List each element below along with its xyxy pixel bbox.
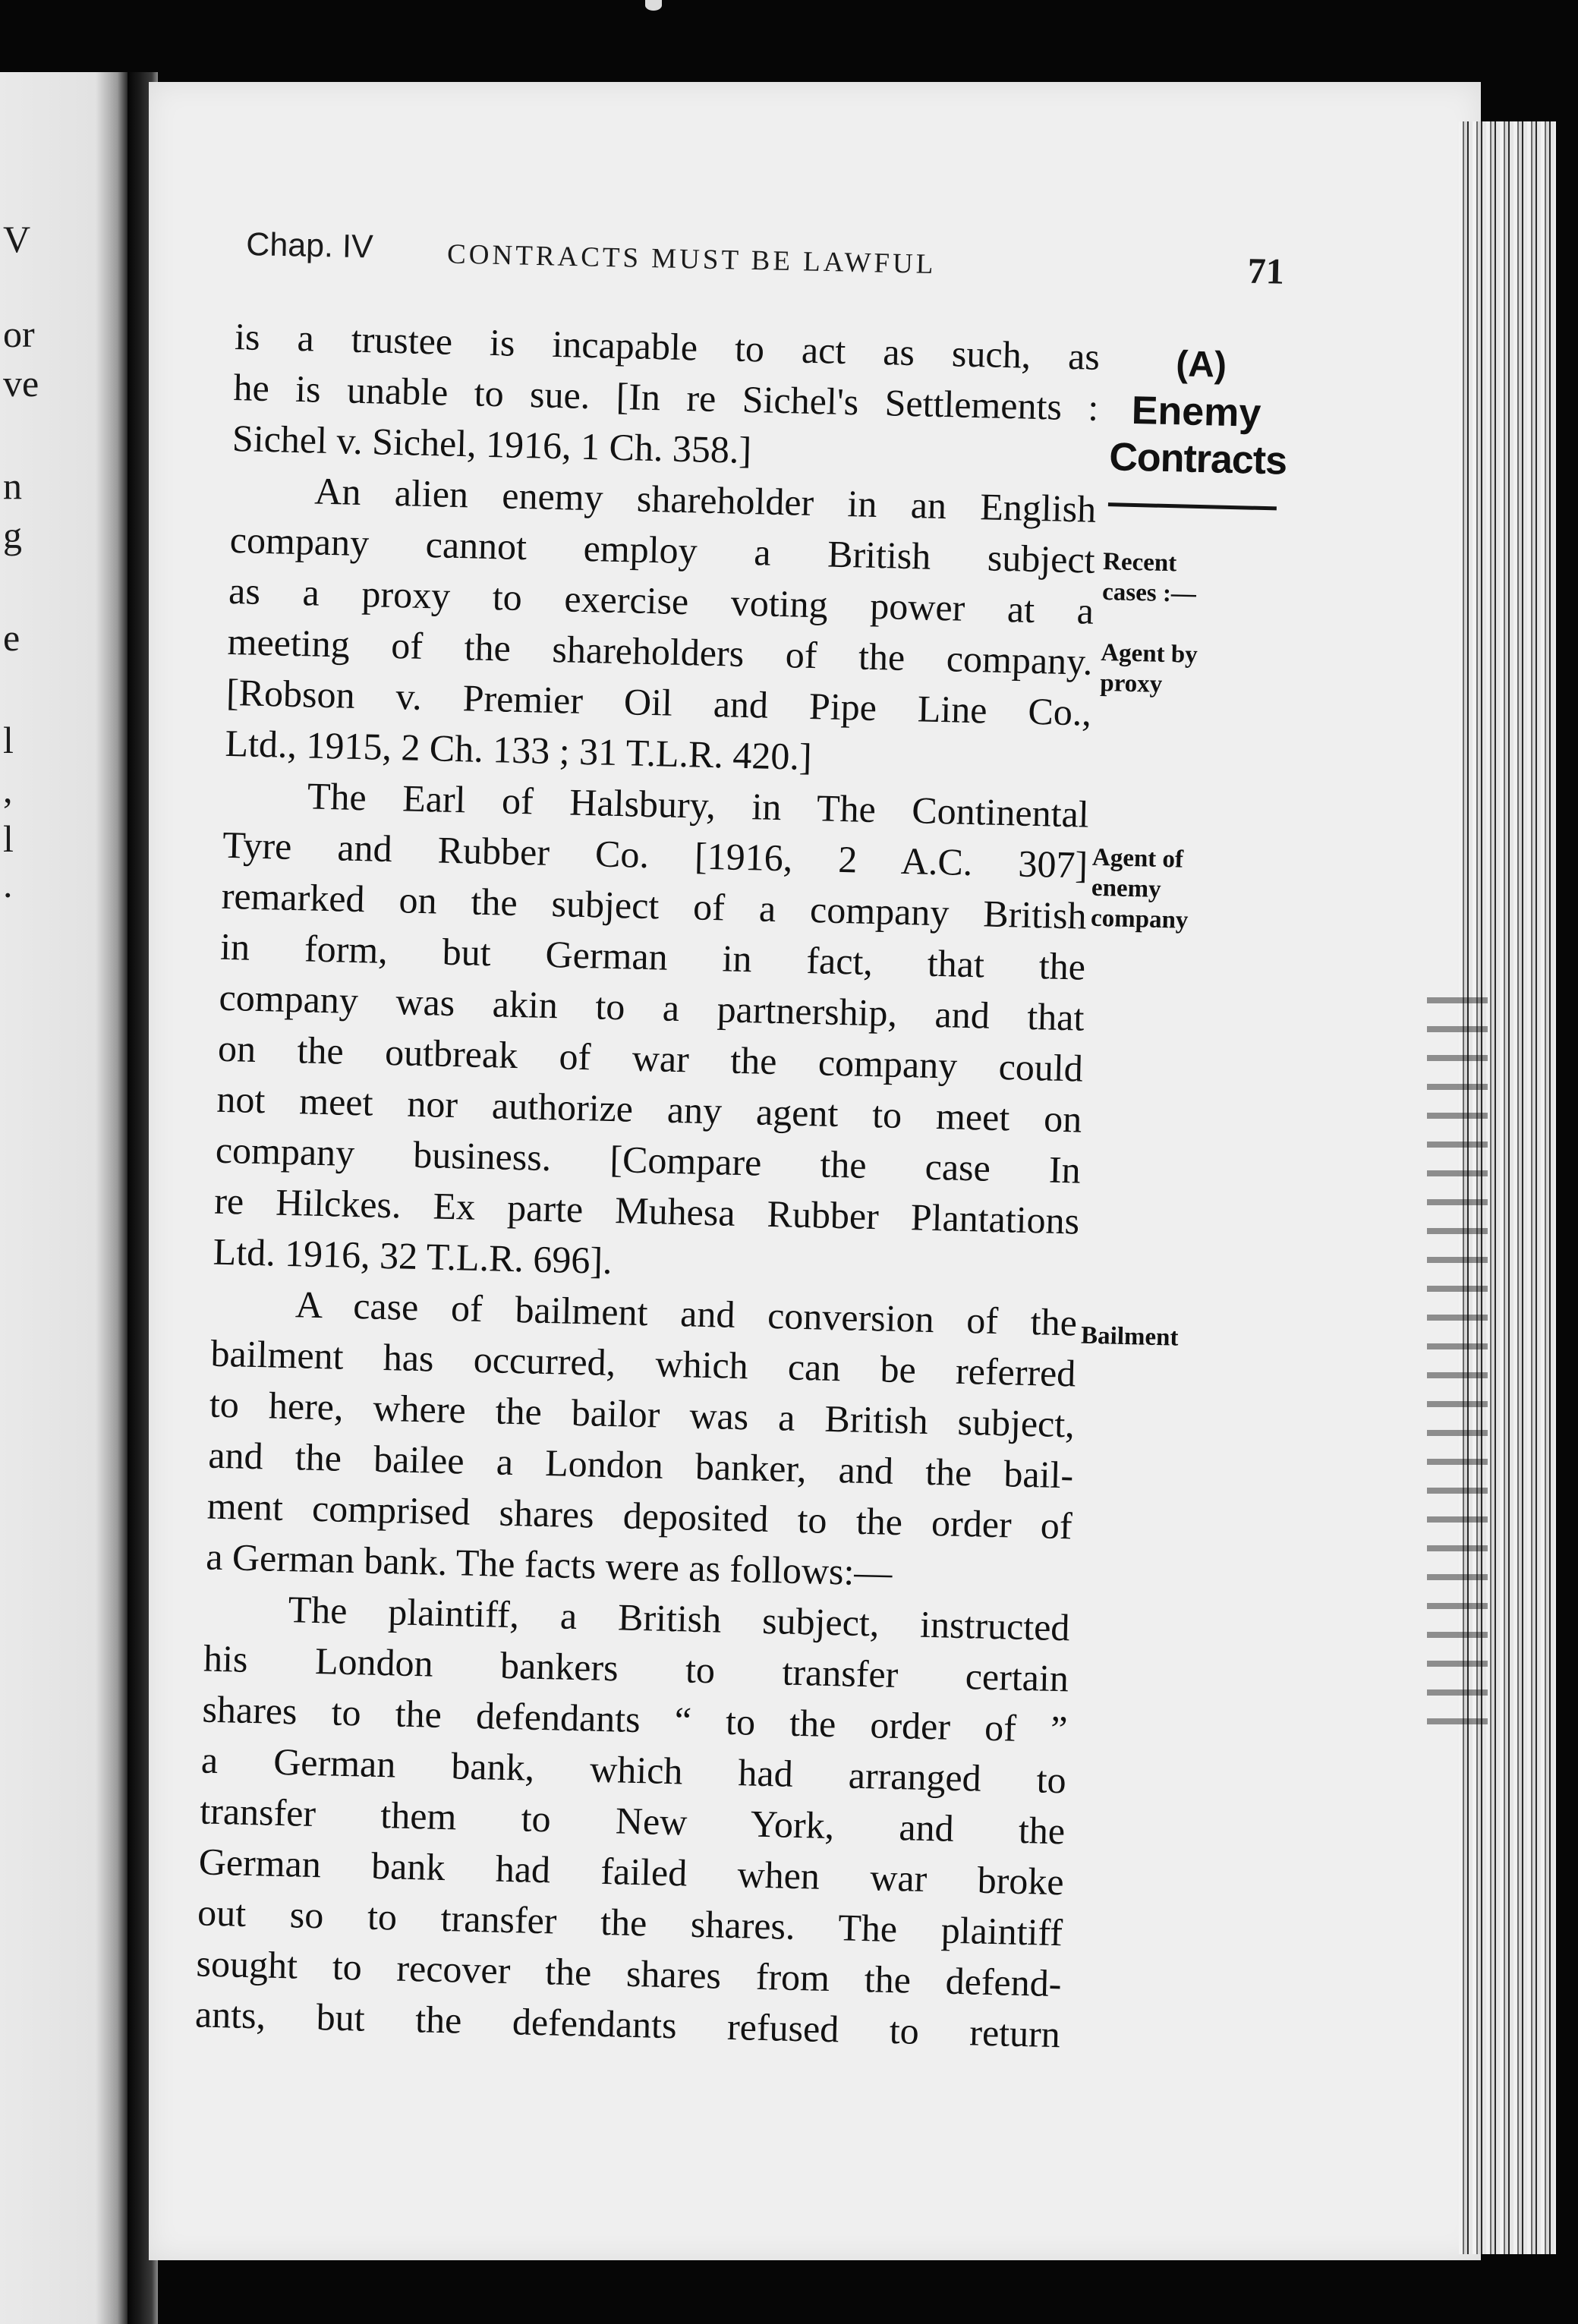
section-title-line: Contracts — [1108, 435, 1287, 483]
left-facing-page — [0, 72, 128, 2324]
text-line: sought to recover the shares from the defend- — [196, 1941, 1063, 2005]
text-line: and the bailee a London banker, and the bail- — [207, 1433, 1074, 1497]
text-line: Ltd., 1915, 2 Ch. 133 ; 31 T.L.R. 420.] — [224, 721, 813, 779]
left-page-fragment: V — [3, 218, 31, 260]
left-page-fragment: , — [3, 768, 13, 811]
left-page-fragment: n — [3, 464, 22, 507]
margin-note-line: proxy — [1099, 669, 1163, 698]
text-line: shares to the defendants “ to the order of ” — [201, 1687, 1068, 1751]
text-line: remarked on the subject of a company British — [221, 874, 1088, 937]
left-page-fragment: l — [3, 817, 14, 860]
text-line: he is unable to sue. [In re Sichel's Settlements : — [232, 365, 1099, 429]
text-line: The plaintiff, a British subject, instructed — [288, 1588, 1071, 1649]
running-title: CONTRACTS MUST BE LAWFUL — [446, 238, 937, 281]
scan-speck — [645, 0, 662, 11]
page-edge-marks — [1427, 987, 1488, 1746]
text-line: transfer them to New York, and the — [199, 1789, 1066, 1853]
text-line: not meet nor authorize any agent to meet on — [216, 1077, 1082, 1141]
margin-note-line: cases :— — [1101, 578, 1197, 608]
left-page-fragment: e — [3, 616, 20, 659]
text-line: out so to transfer the shares. The plaintiff — [197, 1891, 1063, 1954]
text-line: ants, but the defendants refused to return — [194, 1992, 1061, 2056]
text-line: Sichel v. Sichel, 1916, 1 Ch. 358.] — [232, 416, 752, 472]
text-line: in form, but German in fact, that the — [219, 924, 1086, 988]
left-page-fragment: ve — [3, 362, 39, 405]
text-line: company business. [Compare the case In — [215, 1128, 1082, 1192]
text-line: to here, where the bailor was a British subject, — [209, 1382, 1076, 1446]
text-line: German bank had failed when war broke — [198, 1840, 1065, 1904]
text-line: An alien enemy shareholder in an English — [313, 469, 1097, 531]
text-line: Tyre and Rubber Co. [1916, 2 A.C. 307] — [222, 823, 1088, 886]
text-line: as a proxy to exercise voting power at a — [228, 568, 1095, 632]
margin-note-line: Agent by — [1100, 639, 1198, 669]
text-line: company was akin to a partnership, and that — [219, 975, 1085, 1039]
section-mark: (A) — [1175, 344, 1227, 386]
left-page-fragment: g — [3, 514, 22, 556]
text-line: ment comprised shares deposited to the order of — [206, 1484, 1073, 1548]
body-text — [194, 311, 1100, 2060]
text-line: Ltd. 1916, 32 T.L.R. 696]. — [213, 1230, 613, 1283]
chapter-label: Chap. IV — [245, 225, 374, 266]
left-page-fragment: or — [3, 313, 35, 355]
margin-note-line: Agent of — [1091, 843, 1184, 874]
text-line: re Hilckes. Ex parte Muhesa Rubber Plantations — [213, 1179, 1080, 1242]
text-line: meeting of the shareholders of the company. — [227, 619, 1094, 683]
text-line: A case of bailment and conversion of the — [294, 1283, 1078, 1344]
text-line: company cannot employ a British subject — [229, 518, 1096, 581]
left-page-fragment: . — [3, 863, 13, 905]
text-line: his London bankers to transfer certain — [203, 1636, 1069, 1700]
left-page-fragment: l — [3, 719, 14, 761]
text-line: on the outbreak of war the company could — [217, 1026, 1084, 1090]
page-number: 71 — [1247, 250, 1285, 292]
margin-note-agent-by-proxy — [1100, 638, 1198, 701]
text-line: The Earl of Halsbury, in The Continental — [307, 774, 1090, 836]
margin-note-agent-of-enemy-company — [1091, 842, 1190, 936]
section-title-line: Enemy — [1131, 388, 1262, 436]
margin-note-line: company — [1090, 904, 1189, 934]
text-line: [Robson v. Premier Oil and Pipe Line Co., — [225, 670, 1092, 734]
text-line: a German bank. The facts were as follows:— — [205, 1535, 893, 1594]
margin-note-line: Bailment — [1080, 1321, 1179, 1352]
text-line: bailment has occurred, which can be referred — [209, 1331, 1076, 1395]
margin-note-line: enemy — [1091, 874, 1162, 903]
margin-note-line: Recent — [1102, 548, 1177, 578]
margin-note-recent-cases — [1102, 546, 1198, 609]
text-line: is a trustee is incapable to act as such, as — [234, 314, 1101, 378]
margin-note-bailment — [1081, 1321, 1179, 1353]
text-line: a German bank, which had arranged to — [200, 1738, 1067, 1802]
